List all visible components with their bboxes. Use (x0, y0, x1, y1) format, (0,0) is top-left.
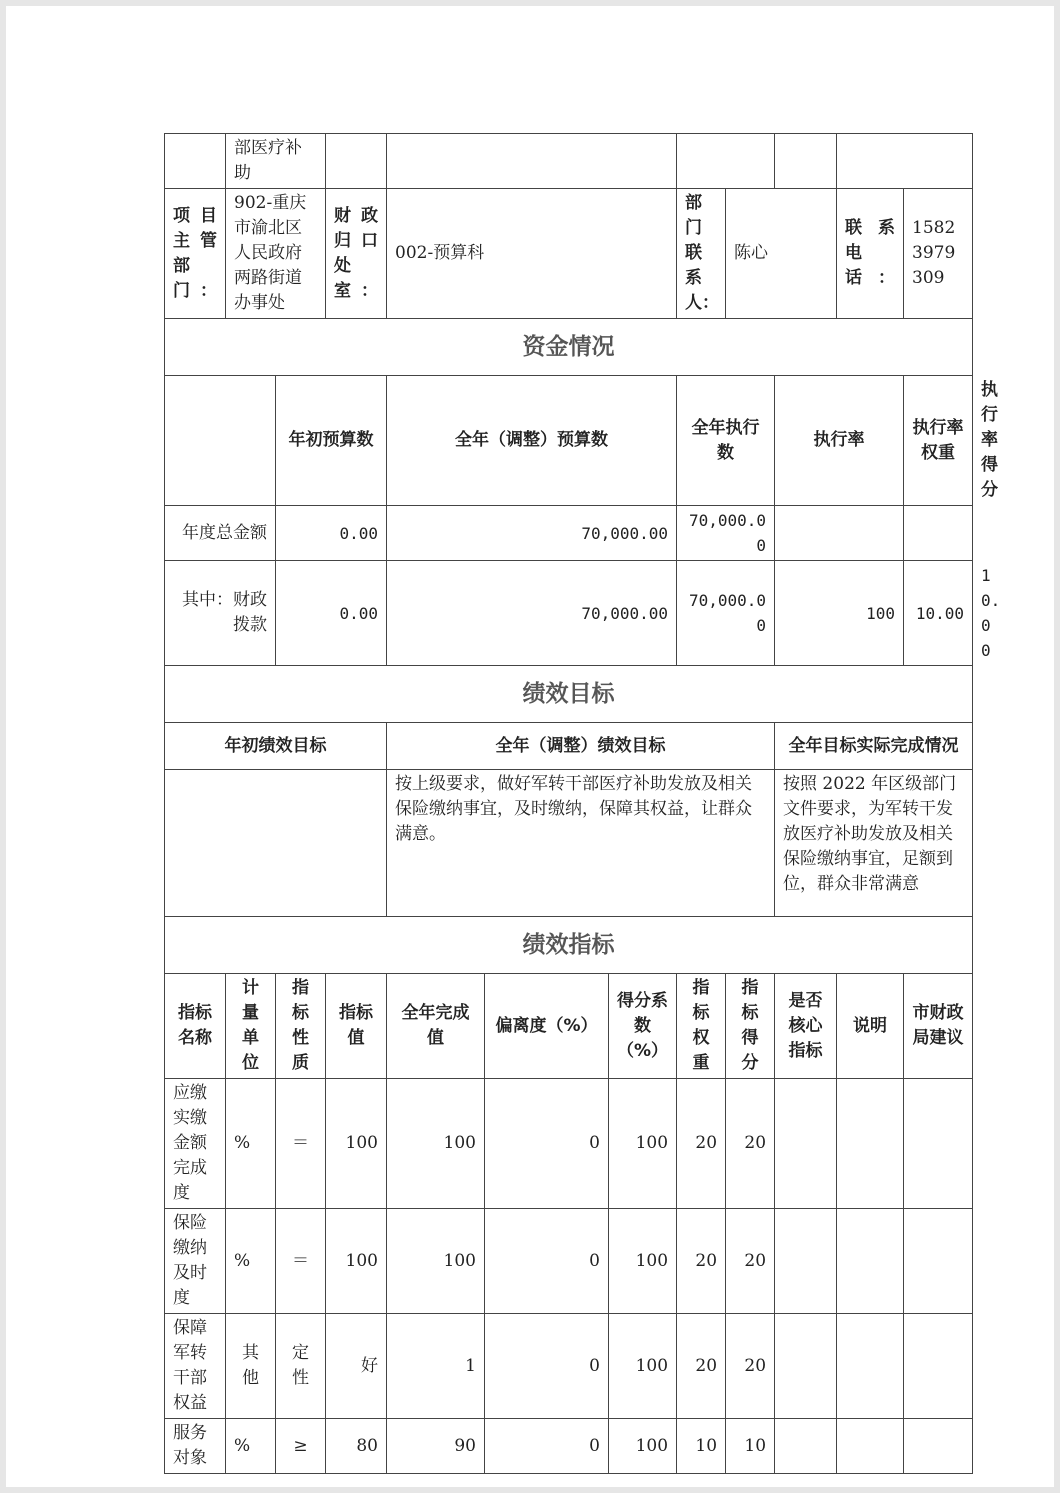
indicator-name: 服务对象 (165, 1419, 226, 1474)
indicator-name: 应缴实缴金额完成度 (165, 1079, 226, 1209)
office-value: 002-预算科 (387, 189, 677, 319)
goals-header: 年初绩效目标 (165, 723, 387, 770)
performance-table: 部医疗补助 项目主管部门： 902-重庆市渝北区人民政府两路街道办事处 财政归口处室： 002-预算科 部门联系人： 陈心 联系电话： 15823979309 资金情况 年初预算数 全年（调整）预算数 全年执行数 执行率 执行率权重 执行率得分 年度总金额 0.00 70,000.00 70,000.00 其中：财政拨款 0.00 70,000.00 70,000.00 100 10.00 10.00 绩效目标 年初绩效目标 全年（调整）绩效目标 全年目标实际完成情况 按上级要求，做好军转干部医疗补助发放及相关保险缴纳事宜，及时缴纳，保障其权益，让群众满意。 按照 2022 年区级部门文件要求，为军转干发放医疗补助发放及相关保险缴纳事宜，足额到位，群众非常满意 绩效指标 指标名称 计量单位 指标性质 指标值 全年完成值 偏离度（%） 得分系数（%） 指标权重 指标得分 是否核心指标 说明 市财政局建议 应缴实缴金额完成度 % ＝ 100 100 0 100 20 20 保险缴纳及时度 % ＝ 100 100 0 100 20 20 保障军转干部权益 其他 定性 好 1 0 100 20 20 服务对象 % ≥ 80 90 0 100 10 10 (164, 133, 973, 1474)
office-label: 财政归口处室： (326, 189, 387, 319)
indicator-header: 指标名称 (165, 974, 226, 1079)
dept-label: 项目主管部门： (165, 189, 226, 319)
goals-section-title: 绩效目标 (165, 666, 973, 723)
phone-label: 联系电话： (837, 189, 904, 319)
dept-value: 902-重庆市渝北区人民政府两路街道办事处 (226, 189, 326, 319)
project-name-tail: 部医疗补助 (226, 134, 326, 189)
indicator-header: 偏离度（%） (485, 974, 609, 1079)
indicator-name: 保障军转干部权益 (165, 1314, 226, 1419)
goal-actual: 按照 2022 年区级部门文件要求，为军转干发放医疗补助发放及相关保险缴纳事宜，足额到位，群众非常满意 (775, 770, 973, 917)
indicator-header: 指标权重 (677, 974, 726, 1079)
funding-header: 执行率权重 (904, 376, 973, 506)
funding-header: 全年（调整）预算数 (387, 376, 677, 506)
funding-row-label: 其中：财政拨款 (165, 561, 276, 666)
indicator-name: 保险缴纳及时度 (165, 1209, 226, 1314)
contact-value: 陈心 (726, 189, 837, 319)
goals-header: 全年目标实际完成情况 (775, 723, 973, 770)
indicator-header: 说明 (837, 974, 904, 1079)
indicator-header: 计量单位 (226, 974, 276, 1079)
funding-row-label: 年度总金额 (165, 506, 276, 561)
indicator-header: 是否核心指标 (775, 974, 837, 1079)
document-page (6, 6, 1054, 1487)
indicators-section-title: 绩效指标 (165, 917, 973, 974)
indicator-row: 保障军转干部权益 其他 定性 好 1 0 100 20 20 (165, 1314, 973, 1419)
indicator-header: 得分系数（%） (609, 974, 677, 1079)
goals-header: 全年（调整）绩效目标 (387, 723, 775, 770)
funding-row: 年度总金额 0.00 70,000.00 70,000.00 (165, 506, 973, 561)
phone-value: 15823979309 (904, 189, 973, 319)
indicator-header: 指标性质 (276, 974, 326, 1079)
funding-header: 年初预算数 (276, 376, 387, 506)
indicator-row: 应缴实缴金额完成度 % ＝ 100 100 0 100 20 20 (165, 1079, 973, 1209)
indicator-header: 指标值 (326, 974, 387, 1079)
indicator-row: 保险缴纳及时度 % ＝ 100 100 0 100 20 20 (165, 1209, 973, 1314)
indicator-header: 全年完成值 (387, 974, 485, 1079)
indicator-row: 服务对象 % ≥ 80 90 0 100 10 10 (165, 1419, 973, 1474)
blank-cell (165, 134, 226, 189)
goal-initial (165, 770, 387, 917)
funding-header: 全年执行数 (677, 376, 775, 506)
funding-section-title: 资金情况 (165, 319, 973, 376)
indicator-header: 指标得分 (726, 974, 775, 1079)
contact-label: 部门联系人： (677, 189, 726, 319)
funding-row: 其中：财政拨款 0.00 70,000.00 70,000.00 100 10.00 10.00 (165, 561, 973, 666)
funding-header: 执行率 (775, 376, 904, 506)
indicator-header: 市财政局建议 (904, 974, 973, 1079)
goal-adjusted: 按上级要求，做好军转干部医疗补助发放及相关保险缴纳事宜，及时缴纳，保障其权益，让群众满意。 (387, 770, 775, 917)
